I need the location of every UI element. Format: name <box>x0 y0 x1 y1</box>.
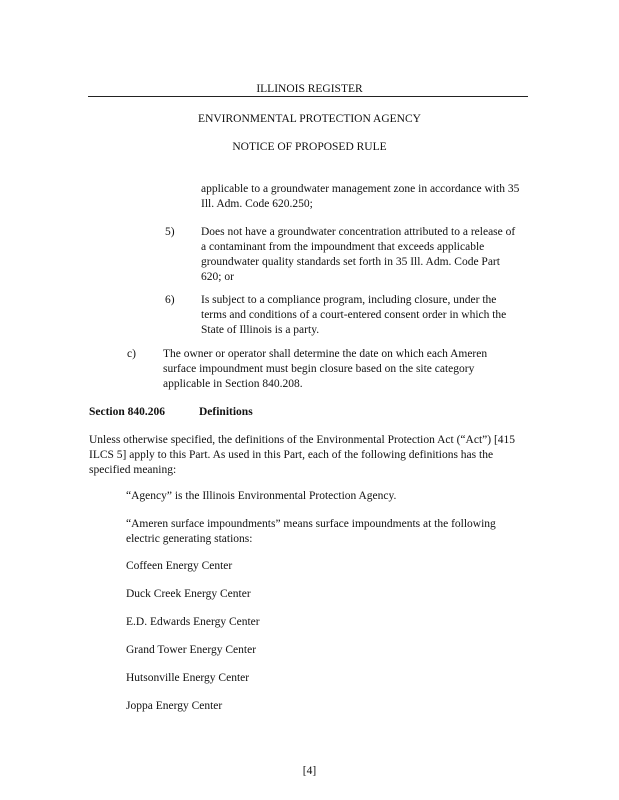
notice-title: NOTICE OF PROPOSED RULE <box>232 141 387 153</box>
station-item: Duck Creek Energy Center <box>126 588 251 600</box>
station-item: Hutsonville Energy Center <box>126 672 250 684</box>
page-number: [4] <box>302 765 317 777</box>
station-item: E.D. Edwards Energy Center <box>126 616 260 628</box>
item-number: 5) <box>165 226 175 238</box>
item-text: Is subject to a compliance program, including closure, under the terms and conditions of a court-entered consent order in which the State of Illinois is a party. <box>201 294 507 336</box>
definition-ameren: “Ameren surface impoundments” means surface impoundments at the following electric generating stations: <box>126 518 496 545</box>
header-rule <box>88 96 528 97</box>
register-header <box>0 82 619 102</box>
station-item: Joppa Energy Center <box>126 700 223 712</box>
continuation-paragraph: applicable to a groundwater management zone in accordance with 35 Ill. Adm. Code 620.250; <box>201 183 520 210</box>
definition-agency: “Agency” is the Illinois Environmental Protection Agency. <box>126 490 397 502</box>
item-number: 6) <box>165 294 175 306</box>
station-item: Grand Tower Energy Center <box>126 644 257 656</box>
agency-title: ENVIRONMENTAL PROTECTION AGENCY <box>198 113 421 125</box>
station-item: Coffeen Energy Center <box>126 560 233 572</box>
section-number: Section 840.206 <box>89 406 166 418</box>
section-title: Definitions <box>199 406 253 418</box>
subsection-text: The owner or operator shall determine the date on which each Ameren surface impoundment must begin closure based on the site category applicable in Section 840.208. <box>163 348 488 390</box>
item-text: Does not have a groundwater concentration attributed to a release of a contaminant from the impoundment that exceeds applicable groundwater quality standards set forth in 35 Ill. Adm. Code Part 620; or <box>201 226 516 283</box>
subsection-label: c) <box>127 348 136 360</box>
intro-paragraph: Unless otherwise specified, the definitions of the Environmental Protection Act (“Act”) [415 ILCS 5] apply to this Part. As used in this Part, each of the following definitions has the specified meaning: <box>89 434 516 476</box>
register-title: ILLINOIS REGISTER <box>256 83 363 95</box>
